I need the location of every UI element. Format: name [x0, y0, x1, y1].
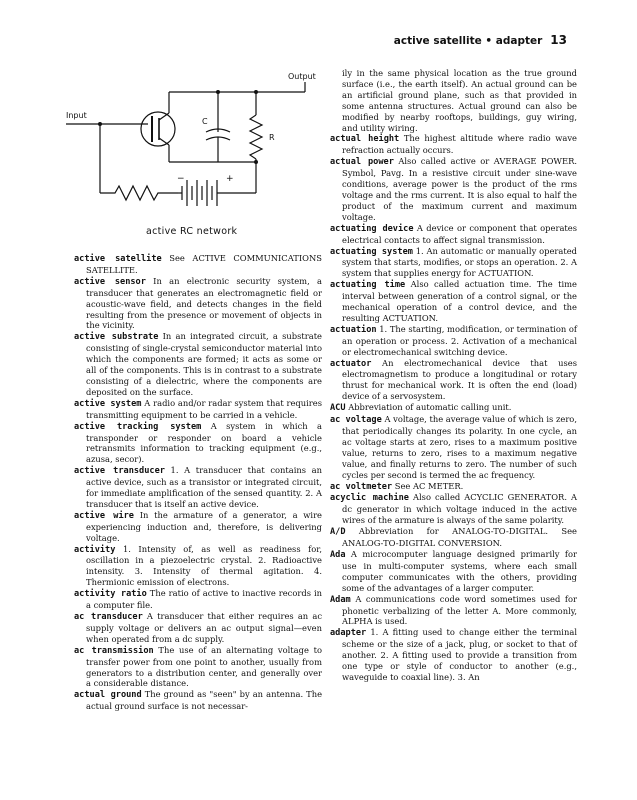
entry-definition: Also called actuation time. The time interval between generation of a control signal, or the mechanical operation of a control device, and the resulting ACTUATION.	[342, 279, 577, 323]
entry-definition: Also called active or AVERAGE POWER. Symbol, Pavg. In a resistive circuit under sine-wave conditions, average power is the product of the rms voltage and the rms current. It is also equal to half the product of the maximum current and maximum voltage.	[342, 156, 578, 222]
dictionary-entry	[330, 223, 577, 246]
dictionary-entry	[74, 611, 322, 645]
entry-term: ac voltmeter	[330, 481, 393, 492]
dictionary-entry	[330, 526, 577, 549]
entry-term: active sensor	[74, 276, 146, 287]
entry-term: active transducer	[74, 466, 165, 477]
dictionary-entry	[330, 627, 577, 683]
dictionary-entry	[330, 358, 577, 403]
entry-term: ac transducer	[74, 612, 143, 622]
entry-definition: See ACTIVE COMMUNICATIONS SATELLITE.	[86, 253, 322, 275]
battery-minus-label: −	[177, 174, 185, 184]
entry-definition: 1. The starting, modification, or termination of an operation or process. 2. Activation of a mechanical or electromechanical switching device.	[342, 323, 578, 357]
entry-definition: Also called ACYCLIC GENERATOR. A dc generator in which voltage induced in the active wires of the armature is always of the same polarity.	[342, 492, 578, 526]
dictionary-entry	[74, 276, 322, 332]
entry-definition: In the armature of a generator, a wire experiencing induction and, therefore, is delivering voltage.	[86, 509, 322, 543]
entry-definition: A voltage, the average value of which is zero, that periodically changes its polarity. In one cycle, an ac voltage starts at zero, rises to a maximum positive value, returns to zero, rises to a maximum negative value, and finally returns to zero. The number of such cycles per second is termed the ac frequency.	[342, 414, 577, 480]
entry-definition: An electromechanical device that uses electromagnetism to produce a longitudinal or rotary thrust for mechanical work. It is often the end (load) device of a servosystem.	[342, 357, 577, 402]
dictionary-entry	[74, 331, 322, 397]
entry-term: A/D	[330, 527, 346, 538]
dictionary-entry	[74, 398, 322, 421]
entry-term: actuation	[330, 324, 377, 335]
entry-continuation: ily in the same physical location as the true ground surface (i.e., the earth itself). An actual ground can be an artificial ground plane, such as that provided in some antenna structures. Actual ground can also be modified by nearby rooftops, buildings, guy wiring, and utility wiring.	[342, 68, 577, 133]
resistor-label: R	[269, 133, 275, 142]
entry-term: active tracking system	[74, 421, 202, 432]
entry-term: actuator	[330, 358, 372, 369]
entry-term: Adam	[330, 594, 351, 605]
dictionary-entry	[74, 588, 322, 611]
output-label: Output	[288, 72, 316, 81]
entry-definition: In an electronic security system, a transducer that generates an electromagnetic field or acoustic-wave field, and detects changes in the field resulting from the presence or movement of objects in the vicinity.	[86, 275, 322, 331]
input-label: Input	[66, 111, 87, 120]
entry-definition: The use of an alternating voltage to transfer power from one point to another, usually from generators to a distribution center, and generally over a considerable distance.	[86, 644, 322, 689]
dictionary-entry	[74, 544, 322, 589]
entry-term: actual height	[330, 134, 400, 145]
dictionary-entry	[74, 645, 322, 690]
dictionary-entry	[330, 133, 577, 156]
capacitor-label: C	[202, 117, 208, 126]
dictionary-entry	[330, 156, 577, 222]
battery-plus-label: +	[226, 174, 234, 184]
entry-term: acyclic machine	[330, 493, 409, 504]
dictionary-entry	[330, 402, 577, 414]
entry-term: activity ratio	[74, 589, 147, 600]
entry-definition: Abbreviation for ANALOG-TO-DIGITAL. See ANALOG-TO-DIGITAL CONVERSION.	[342, 526, 577, 549]
entry-definition: A device or component that operates electrical contacts to affect signal transmission.	[342, 222, 577, 245]
entry-definition: A radio and/or radar system that requires transmitting equipment to be carried in a vehicle.	[86, 397, 323, 420]
entry-definition: A system in which a transponder or responder on board a vehicle retransmits information to tracking equipment (e.g., azusa, secor).	[86, 420, 322, 465]
entry-definition: A communications code word sometimes used for phonetic verbalizing of the letter A. More commonly, ALPHA is used.	[342, 593, 578, 627]
entry-term: active satellite	[74, 254, 162, 264]
dictionary-entry	[330, 594, 577, 628]
dictionary-entry	[330, 492, 577, 526]
active-rc-network-diagram	[60, 60, 320, 245]
dictionary-entry	[330, 414, 577, 480]
entry-term: activity	[74, 544, 116, 555]
entry-definition: The ratio of active to inactive records in a computer file.	[86, 588, 323, 611]
entry-definition: The ground as "seen" by an antenna. The actual ground surface is not necessar-	[86, 689, 323, 712]
entry-definition: 1. A fitting used to change either the terminal scheme or the size of a jack, plug, or socket to that of another. 2. A fitting used to provide a transition from one type or style of conductor to another (e.g., waveguide to coaxial line). 3. An	[342, 627, 577, 682]
entry-term: ACU	[330, 403, 346, 414]
left-column	[74, 253, 322, 712]
entry-term: active system	[74, 398, 142, 409]
entry-term: actual ground	[74, 690, 142, 701]
entry-definition: A microcomputer language designed primarily for use in multi-computer systems, where each small computer communicates with the others, providing some of the advantages of a larger computer.	[342, 548, 577, 593]
entry-definition: Abbreviation of automatic calling unit.	[348, 402, 512, 413]
dictionary-entry	[330, 481, 577, 493]
dictionary-entry	[74, 421, 322, 466]
entry-definition: 1. A transducer that contains an active device, such as a transistor or integrated circuit, for immediate amplification of the sensed quantity. 2. A transducer that is itself an active device.	[86, 465, 322, 509]
dictionary-entry	[330, 549, 577, 594]
entry-term: active substrate	[74, 332, 159, 343]
running-header	[394, 33, 567, 47]
entry-term: Ada	[330, 549, 346, 560]
entry-definition: A transducer that either requires an ac supply voltage or delivers an ac output signal—even when operated from a dc supply.	[86, 611, 322, 644]
entry-term: actuating system	[330, 246, 413, 257]
entry-definition: 1. An automatic or manually operated system that starts, modifies, or stops an operation. 2. A system that supplies energy for ACTUATION.	[342, 245, 577, 279]
right-entries	[330, 133, 577, 682]
entry-term: active wire	[74, 510, 134, 521]
dictionary-entry	[74, 465, 322, 510]
dictionary-entry	[74, 253, 322, 276]
dictionary-entry	[74, 510, 322, 544]
page-number: 13	[550, 33, 567, 47]
dictionary-entry	[330, 246, 577, 280]
entry-definition: In an integrated circuit, a substrate consisting of single-crystal semiconductor material into which the components are formed; it acts as some or all of the components. This is in contrast to a substrate consisting of a dielectric, where the components are deposited on the surface.	[86, 331, 322, 397]
dictionary-entry	[330, 324, 577, 358]
entry-definition: 1. Intensity of, as well as readiness for, oscillation in a piezoelectric crystal. 2. Radioactive intensity. 3. Intensity of thermal agitation. 4. Thermionic emission of electrons.	[86, 543, 322, 588]
dictionary-entry	[330, 279, 577, 324]
running-title: active satellite • adapter	[393, 35, 543, 47]
entry-term: actuating device	[330, 223, 414, 234]
figure-caption: active RC network	[146, 226, 238, 237]
entry-definition: See AC METER.	[394, 480, 464, 491]
right-column	[330, 68, 577, 683]
entry-term: ac voltage	[330, 415, 382, 426]
left-entries	[74, 253, 322, 712]
entry-term: actual power	[330, 157, 394, 168]
entry-term: ac transmission	[74, 645, 154, 656]
dictionary-entry	[74, 689, 322, 712]
entry-definition: The highest altitude where radio wave refraction actually occurs.	[342, 133, 577, 156]
entry-term: adapter	[330, 628, 367, 639]
entry-term: actuating time	[330, 280, 406, 291]
